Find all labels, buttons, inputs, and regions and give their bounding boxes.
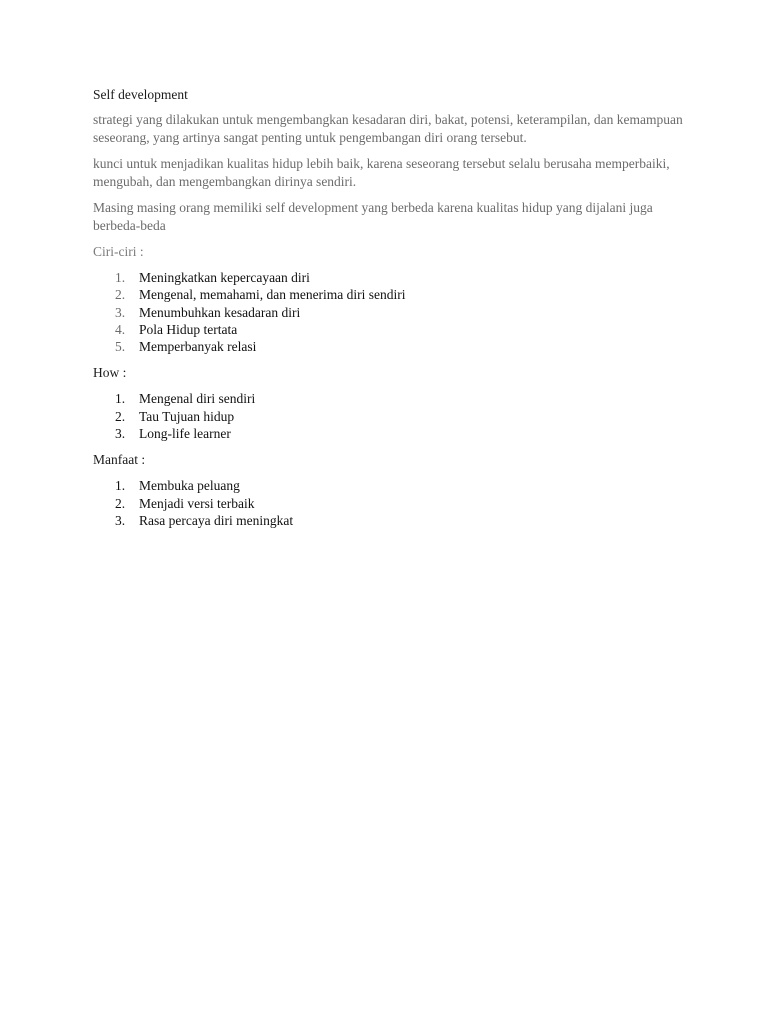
list-item-text: Menumbuhkan kesadaran diri bbox=[139, 304, 301, 320]
list-number: 5. bbox=[115, 339, 126, 355]
list-item-text: Rasa percaya diri meningkat bbox=[139, 512, 294, 528]
list-item-text: Memperbanyak relasi bbox=[139, 339, 257, 355]
list-number: 2. bbox=[115, 408, 126, 424]
paragraph-key: kunci untuk menjadikan kualitas hidup lebih baik, karena seseorang tersebut selalu berusaha memperbaiki, mengubah, dan mengembangkan dirinya sendiri. bbox=[93, 156, 670, 189]
document-title: Self development bbox=[93, 87, 188, 102]
list-number: 4. bbox=[115, 321, 126, 337]
list-item-text: Mengenal diri sendiri bbox=[139, 391, 256, 407]
list-item-text: Membuka peluang bbox=[139, 478, 240, 494]
list-number: 2. bbox=[115, 495, 126, 511]
list-number: 3. bbox=[115, 304, 126, 320]
list-item bbox=[93, 495, 683, 512]
ciri-ciri-heading: Ciri-ciri : bbox=[93, 244, 144, 259]
paragraph-definition: strategi yang dilakukan untuk mengembangkan kesadaran diri, bakat, potensi, keterampilan, dan kemampuan seseorang, yang artinya sangat penting untuk pengembangan diri orang tersebut. bbox=[93, 112, 683, 145]
list-item bbox=[93, 269, 683, 286]
list-item bbox=[93, 304, 683, 321]
how-heading: How : bbox=[93, 365, 127, 381]
list-item bbox=[93, 321, 683, 338]
list-item bbox=[93, 425, 683, 442]
paragraph-difference: Masing masing orang memiliki self development yang berbeda karena kualitas hidup yang dijalani juga berbeda-beda bbox=[93, 200, 653, 233]
list-number: 1. bbox=[115, 478, 126, 494]
list-number: 3. bbox=[115, 426, 126, 442]
list-number: 3. bbox=[115, 512, 126, 528]
list-item bbox=[93, 338, 683, 355]
document-page bbox=[93, 86, 683, 538]
manfaat-list bbox=[93, 477, 683, 529]
list-number: 2. bbox=[115, 287, 126, 303]
list-item-text: Meningkatkan kepercayaan diri bbox=[139, 270, 310, 285]
how-list bbox=[93, 390, 683, 442]
list-item bbox=[93, 390, 683, 407]
list-item-text: Mengenal, memahami, dan menerima diri sendiri bbox=[139, 287, 406, 303]
list-item bbox=[93, 512, 683, 529]
manfaat-heading: Manfaat : bbox=[93, 452, 146, 468]
ciri-ciri-list bbox=[93, 269, 683, 355]
list-number: 1. bbox=[115, 270, 126, 285]
list-item-text: Pola Hidup tertata bbox=[139, 321, 238, 337]
list-item-text: Menjadi versi terbaik bbox=[139, 495, 255, 511]
list-item-text: Long-life learner bbox=[139, 426, 231, 442]
list-item bbox=[93, 477, 683, 494]
list-number: 1. bbox=[115, 391, 126, 407]
list-item bbox=[93, 286, 683, 303]
list-item bbox=[93, 408, 683, 425]
list-item-text: Tau Tujuan hidup bbox=[139, 408, 235, 424]
